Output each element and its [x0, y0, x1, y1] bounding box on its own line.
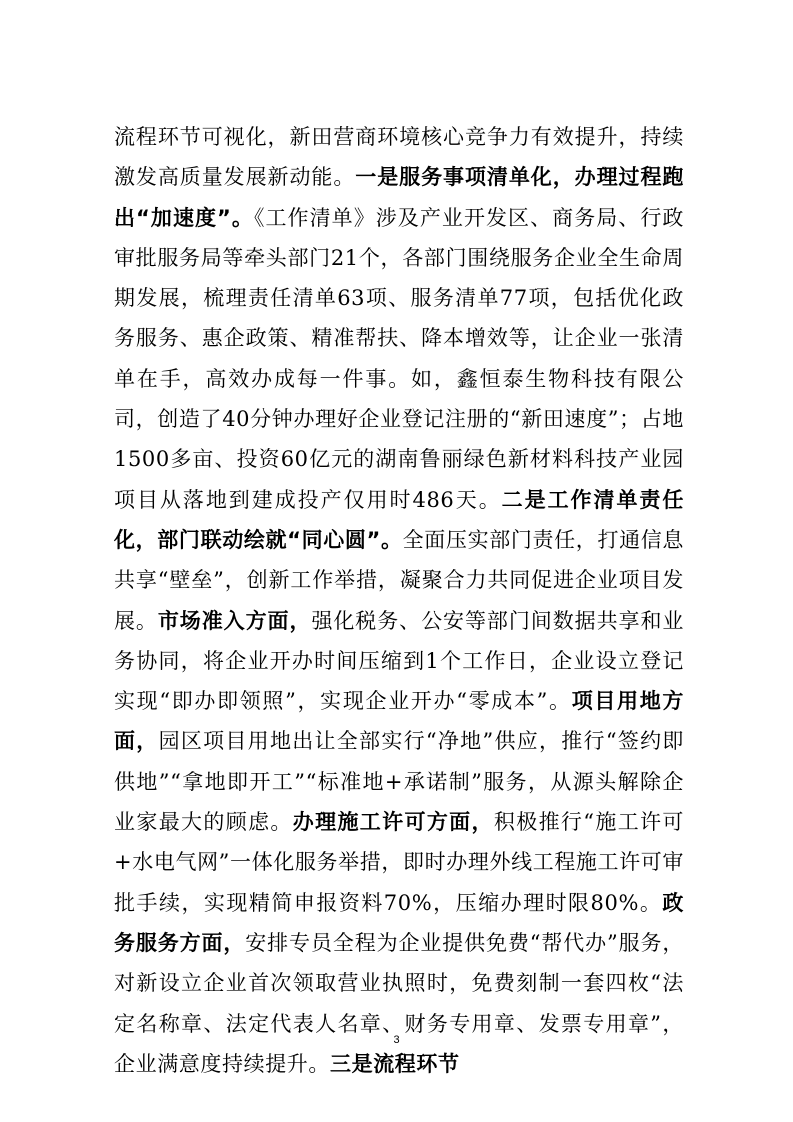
bold-heading-segment: 市场准入方面，	[157, 608, 312, 633]
paragraph-segment: 《工作清单》涉及产业开发区、商务局、行政审批服务局等牵头部门21个，各部门围绕服务企业全生命周期发展，梳理责任清单63项、服务清单77项，包括优化政务服务、惠企政策、精准帮扶、降本增效等，让企业一张清单在手，高效办成每一件事。如，鑫恒泰生物科技有限公司，创造了40分钟办理好企业登记注册的“新田速度”；占地1500多亩、投资60亿元的湖南鲁丽绿色新材料科技产业园项目从落地到建成投产仅用时486天。	[114, 205, 684, 512]
bold-heading-segment: 三是流程环节	[330, 1051, 460, 1076]
bold-heading-segment: 政务服务方面，	[114, 890, 684, 955]
paragraph-segment: 积极推行“施工许可+水电气网”一体化服务举措，即时办理外线工程施工许可审批手续，实现精简申报资料70%，压缩办理时限80%。	[114, 810, 684, 915]
bold-heading-segment: 一是服务事项清单化，办理过程跑出“加速度”。	[114, 165, 684, 230]
bold-heading-segment: 办理施工许可方面，	[292, 810, 494, 835]
paragraph-segment: 园区项目用地出让全部实行“净地”供应，推行“签约即供地”“拿地即开工”“标准地+承诺制”服务，从源头解除企业家最大的顾虑。	[114, 729, 684, 835]
paragraph-segment: 全面压实部门责任，打通信息共享“壁垒”，创新工作举措，凝聚合力共同促进企业项目发展。	[114, 527, 684, 633]
paragraph-segment: 强化税务、公安等部门间数据共享和业务协同，将企业开办时间压缩到1个工作日，企业设立登记实现“即办即领照”，实现企业开办“零成本”。	[114, 608, 685, 714]
paragraph-segment: 安排专员全程为企业提供免费“帮代办”服务，对新设立企业首次领取营业执照时，免费刻制一套四枚“法定名称章、法定代表人名章、财务专用章、发票专用章”，企业满意度持续提升。	[114, 930, 684, 1076]
bold-heading-segment: 二是工作清单责任化，部门联动绘就“同心圆”。	[114, 487, 684, 552]
page-number: 3	[393, 1034, 400, 1046]
body-paragraph	[114, 117, 684, 1084]
paragraph-segment: 流程环节可视化，新田营商环境核心竞争力有效提升，持续激发高质量发展新动能。	[114, 125, 684, 190]
bold-heading-segment: 项目用地方面，	[114, 689, 684, 754]
